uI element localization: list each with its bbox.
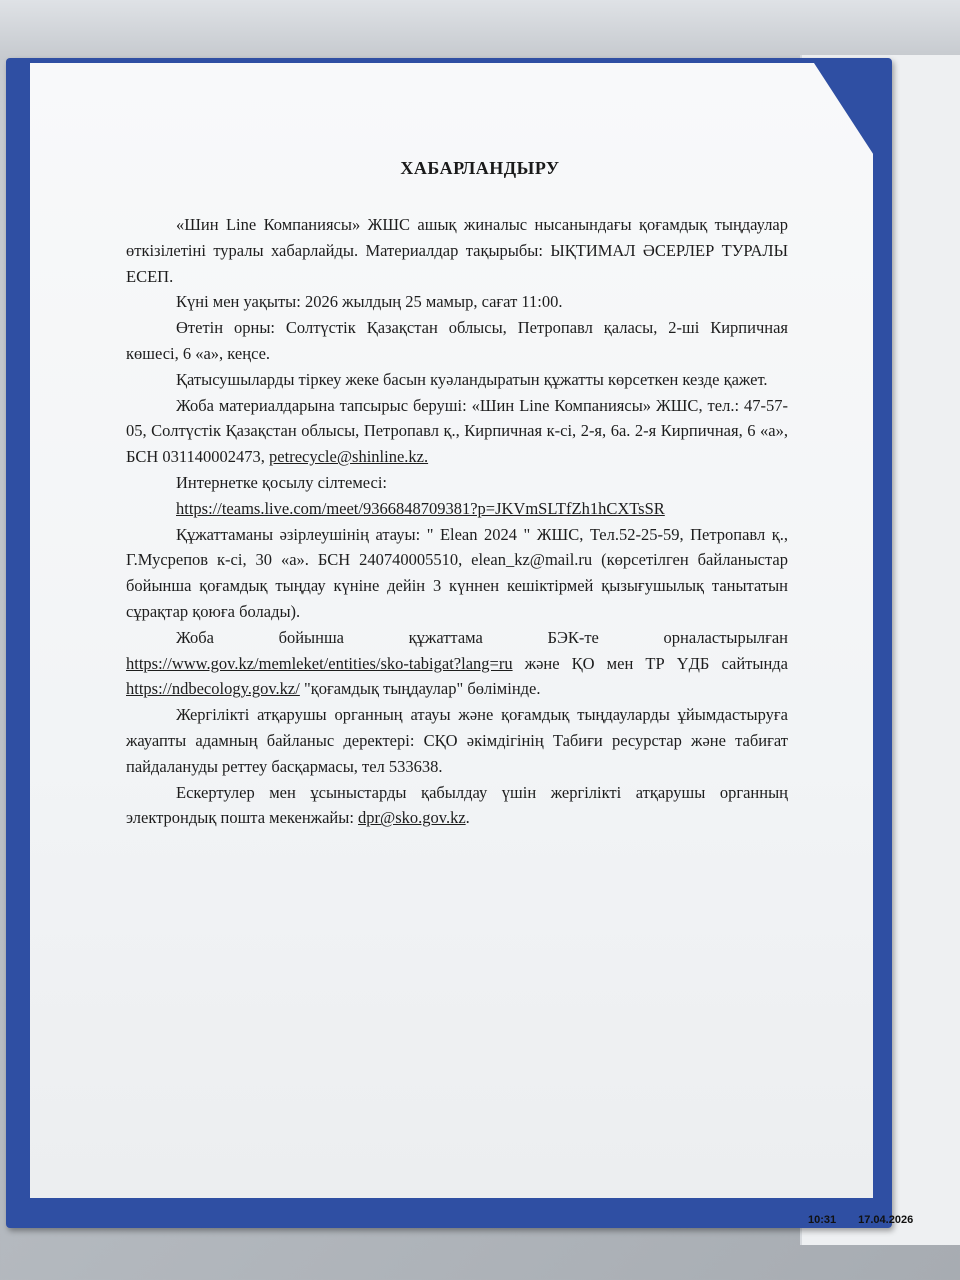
email-contact-end: . xyxy=(465,808,470,828)
timestamp-date: 17.04.2026 xyxy=(858,1214,914,1226)
email-contact-text: Ескертулер мен ұсыныстарды қабылдау үшін жергілікті атқарушы органның электрондық пошта мекенжайы: xyxy=(126,782,788,828)
paragraph-email-contact xyxy=(126,780,788,832)
gov-kz-link[interactable]: https://www.gov.kz/memleket/entities/sko-tabigat?lang=ru xyxy=(126,653,513,673)
paragraph-date-time: Күні мен уақыты: 2026 жылдың 25 мамыр, сағат 11:00. xyxy=(176,292,563,312)
paragraph-customer xyxy=(126,393,788,470)
paragraph-connection-label: Интернетке қосылу сілтемесі: xyxy=(176,472,387,492)
paragraph-registration: Қатысушыларды тіркеу жеке басын куәландыратын құжатты көрсеткен кезде қажет. xyxy=(176,369,768,389)
customer-text: Жоба материалдарына тапсырыс беруші: «Шин Line Компаниясы» ЖШС, тел.: 47-57-05, Солтүстік Қазақстан облысы, Петропавл қ., Кирпичная к-сі, 2-я, 6а. 2-я Кирпичная, 6 «а», БСН 031140002473, xyxy=(126,395,788,467)
customer-email-link[interactable]: petrecycle@shinline.kz. xyxy=(269,447,429,467)
timestamp-time: 10:31 xyxy=(808,1214,837,1226)
dpr-email-link[interactable]: dpr@sko.gov.kz xyxy=(358,808,466,828)
paragraph-location: Өтетін орны: Солтүстік Қазақстан облысы, Петропавл қаласы, 2-ші Кирпичная көшесі, 6 «а», кеңсе. xyxy=(126,318,788,363)
paragraph-local-authority: Жергілікті атқарушы органның атауы және қоғамдық тыңдауларды ұйымдастыруға жауапты адамның байланыс деректері: СҚО әкімдігінің Табиғи ресурстар және табиғат пайдалануды реттеу басқармасы, тел 533638. xyxy=(126,705,788,776)
paragraph-documentation xyxy=(126,625,788,702)
ndbecology-link[interactable]: https://ndbecology.gov.kz/ xyxy=(126,679,300,699)
paragraph-announcement: «Шин Line Компаниясы» ЖШС ашық жиналыс нысанындағы қоғамдық тыңдаулар өткізілетіні туралы хабарлайды. Материалдар тақырыбы: ЫҚТИМАЛ ӘСЕРЛЕР ТУРАЛЫ ЕСЕП. xyxy=(126,215,788,286)
documentation-text-c: "қоғамдық тыңдаулар" бөлімінде. xyxy=(299,679,541,699)
paragraph-developer: Құжаттаманы әзірлеушінің атауы: " Elean 2024 " ЖШС, Тел.52-25-59, Петропавл қ., Г.Мусрепов к-сі, 30 «а». БСН 240740005510, elean_kz@mail.ru (көрсетілген байланыстар бойынша қоғамдық тыңдау күніне дейін 3 күннен кешіктірмей қызығушылық танытатын сұрақтар қоюға болады). xyxy=(126,524,788,621)
teams-meeting-link[interactable]: https://teams.live.com/meet/9366848709381?p=JKVmSLTfZh1hCXTsSR xyxy=(176,498,665,518)
notice-body xyxy=(126,212,788,831)
wall-background xyxy=(0,0,960,60)
documentation-text-b: және ҚО мен ТР ҮДБ сайтында xyxy=(512,653,788,673)
photo-timestamp xyxy=(808,1214,935,1226)
documentation-text-a: Жоба бойынша құжаттама БЭК-те орналастырылған xyxy=(176,627,788,647)
notice-title: ХАБАРЛАНДЫРУ xyxy=(400,158,560,178)
paragraph-connection-link xyxy=(126,496,788,522)
